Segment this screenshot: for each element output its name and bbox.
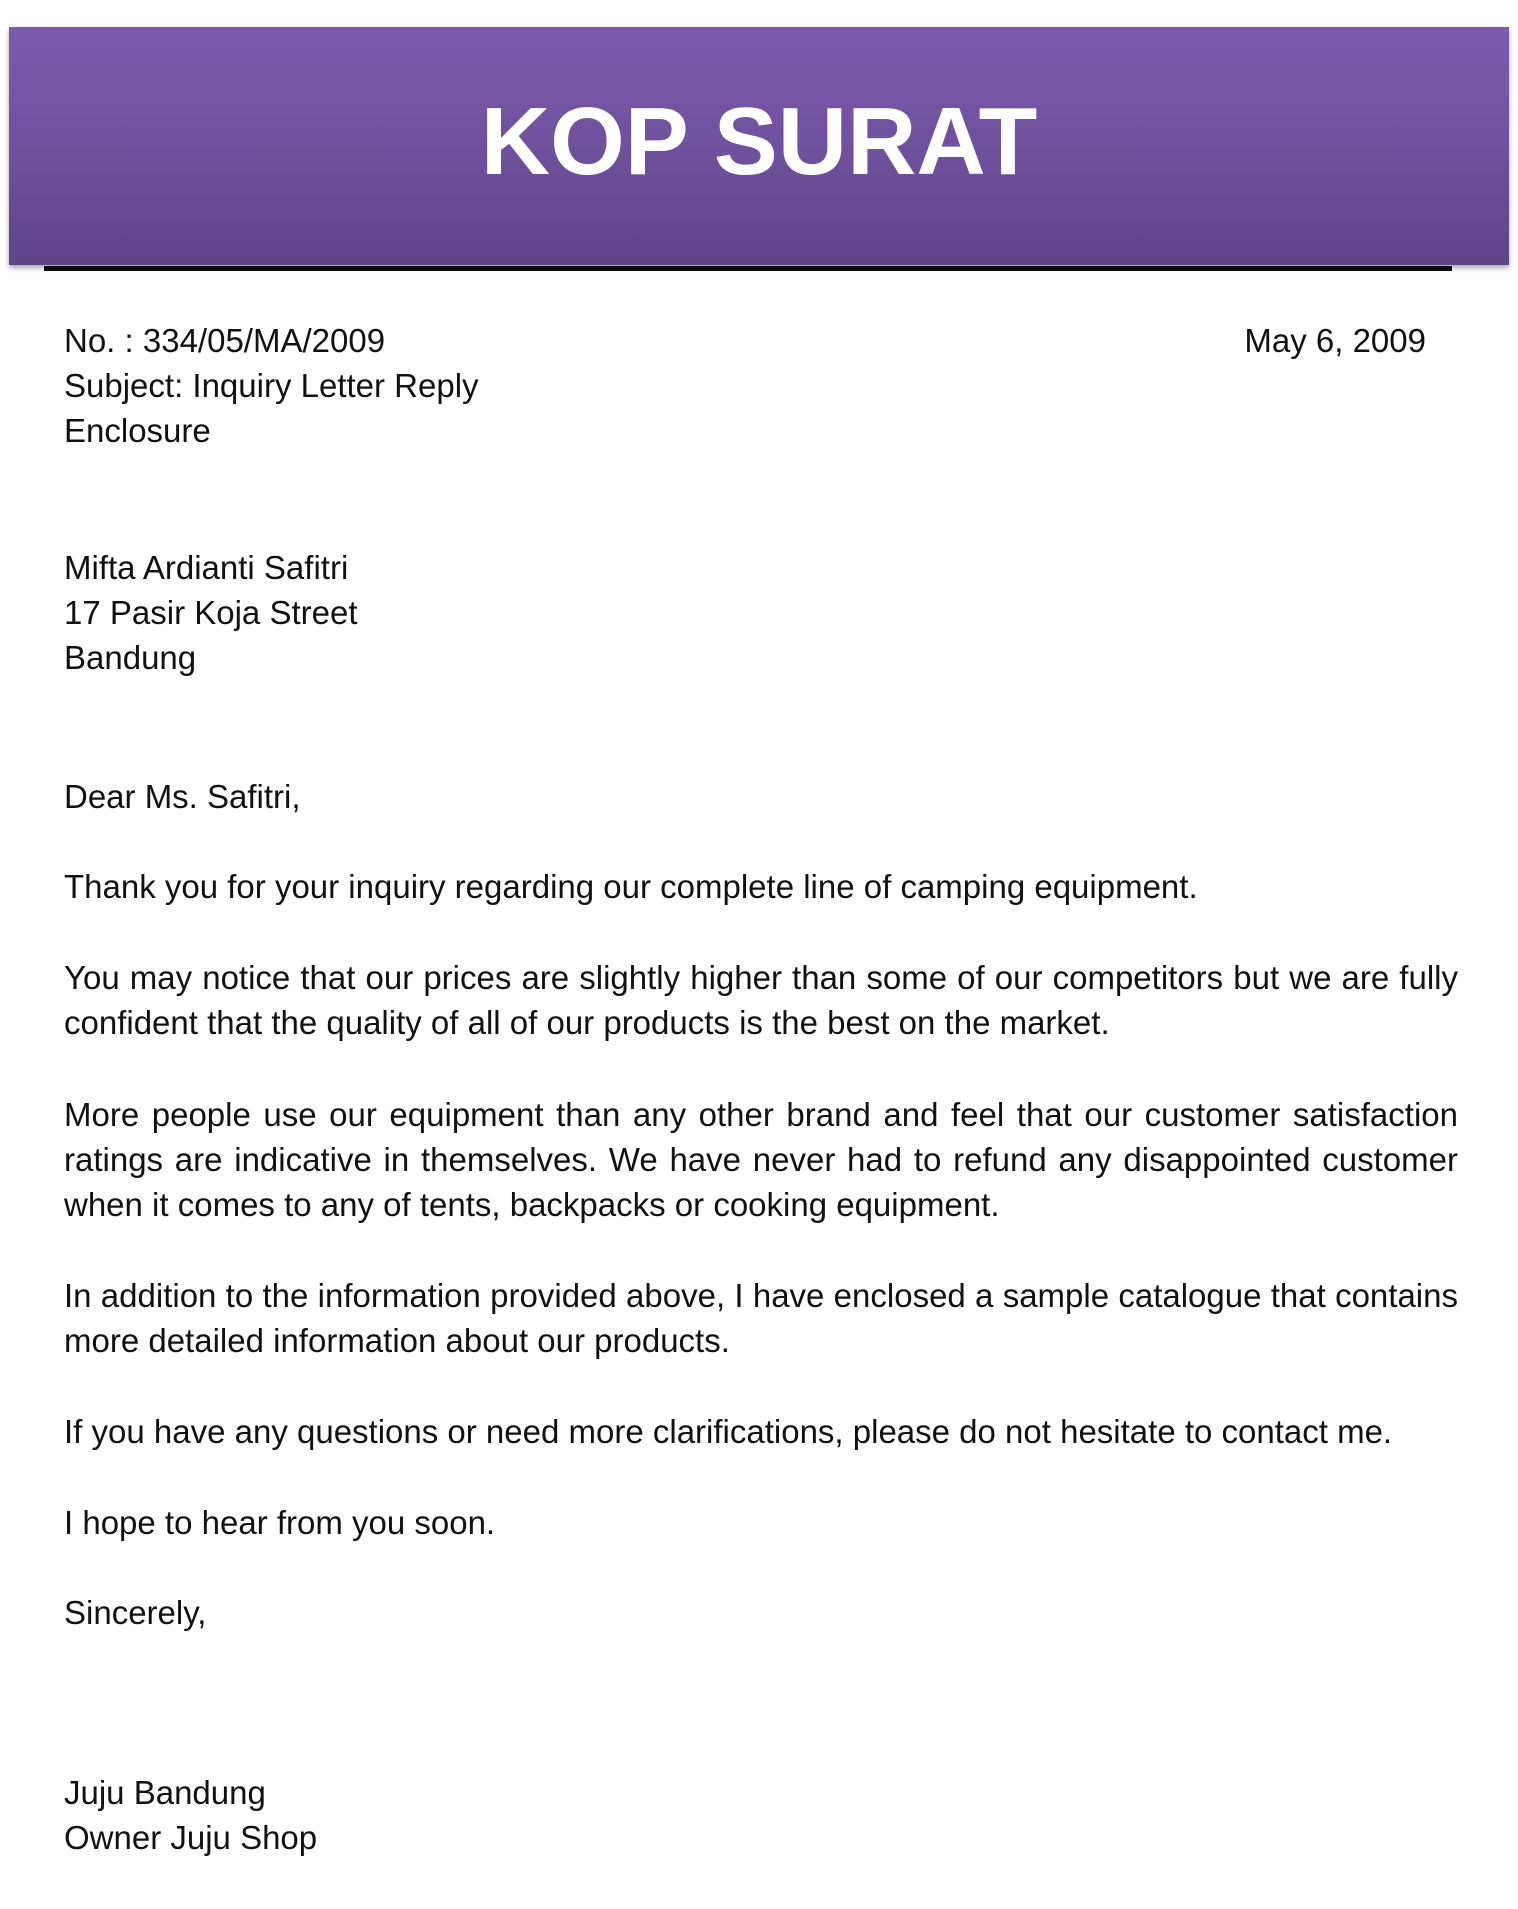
letterhead-title: KOP SURAT xyxy=(480,88,1038,195)
reference-subject: Subject: Inquiry Letter Reply xyxy=(64,367,479,404)
body-paragraph-2: You may notice that our prices are slightly higher than some of our competitors but we are fully confident that the quality of all of our products is the best on the market. xyxy=(64,959,1458,1041)
recipient-address xyxy=(64,545,358,680)
header-divider xyxy=(44,266,1452,271)
reference-number: No. : 334/05/MA/2009 xyxy=(64,322,386,359)
salutation: Dear Ms. Safitri, xyxy=(64,778,301,815)
letterhead-banner xyxy=(9,27,1509,265)
recipient-street: 17 Pasir Koja Street xyxy=(64,594,358,631)
recipient-name: Mifta Ardianti Safitri xyxy=(64,549,349,586)
reference-enclosure: Enclosure xyxy=(64,412,211,449)
signer-title: Owner Juju Shop xyxy=(64,1819,318,1856)
body-paragraph-6: I hope to hear from you soon. xyxy=(64,1504,496,1541)
letter-date: May 6, 2009 xyxy=(1244,322,1426,359)
signer-name: Juju Bandung xyxy=(64,1774,266,1811)
body-paragraph-3: More people use our equipment than any other brand and feel that our customer satisfaction ratings are indicative in themselves. We have never had to refund any disappointed customer when it comes to any of tents, backpacks or cooking equipment. xyxy=(64,1096,1458,1223)
body-paragraph-1: Thank you for your inquiry regarding our complete line of camping equipment. xyxy=(64,868,1198,905)
body-paragraph-5: If you have any questions or need more clarifications, please do not hesitate to contact me. xyxy=(64,1413,1393,1450)
closing: Sincerely, xyxy=(64,1594,207,1631)
signature-block xyxy=(64,1770,317,1860)
body-paragraph-4: In addition to the information provided above, I have enclosed a sample catalogue that contains more detailed information about our products. xyxy=(64,1277,1458,1359)
recipient-city: Bandung xyxy=(64,639,197,676)
reference-block xyxy=(64,318,479,453)
